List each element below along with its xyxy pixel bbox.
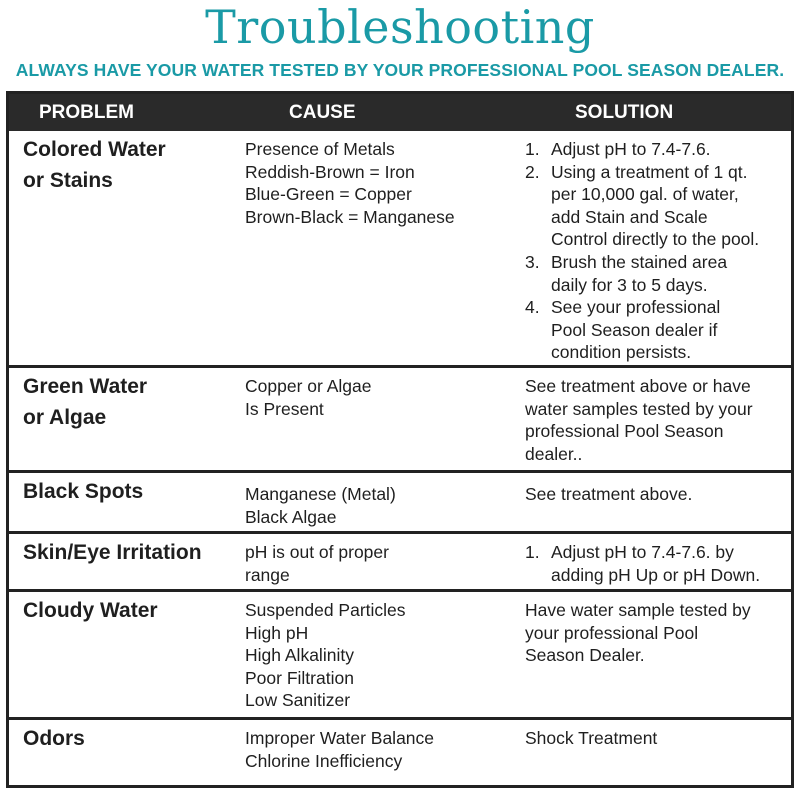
problem-cell: Black Spots <box>23 480 144 503</box>
header-solution: SOLUTION <box>575 102 674 123</box>
table-row <box>9 131 791 365</box>
table-row <box>9 365 791 470</box>
solution-step: 1. Adjust pH to 7.4-7.6. by adding pH Up or pH Down. <box>525 542 761 585</box>
problem-cell: Odors <box>23 727 85 750</box>
problem-cell: Colored Water or Stains <box>23 138 166 192</box>
page-title: Troubleshooting <box>205 0 595 54</box>
solution-step: 3. Brush the stained area daily for 3 to 5 days. <box>525 251 728 295</box>
problem-cell: Skin/Eye Irritation <box>23 541 202 564</box>
solution-cell: Have water sample tested by your professional Pool Season Dealer. <box>525 600 751 666</box>
problem-cell: Green Water or Algae <box>23 375 148 429</box>
solution-cell: Shock Treatment <box>525 728 658 748</box>
solution-step: 2. Using a treatment of 1 qt. per 10,000 gal. of water, add Stain and Scale Control directly to the pool. <box>525 161 760 250</box>
troubleshooting-table <box>6 91 794 788</box>
cause-cell: Suspended Particles High pH High Alkalinity Poor Filtration Low Sanitizer <box>245 600 406 711</box>
table-row <box>9 717 791 785</box>
cause-cell: Presence of Metals Reddish-Brown = Iron Blue-Green = Copper Brown-Black = Manganese <box>245 139 455 227</box>
solution-cell: See treatment above or have water samples tested by your professional Pool Season dealer.. <box>525 376 753 464</box>
solution-step: 1. Adjust pH to 7.4-7.6. <box>525 139 711 159</box>
cause-cell: Improper Water Balance Chlorine Inefficiency <box>245 728 435 771</box>
table-header <box>9 94 791 131</box>
solution-cell <box>525 541 791 586</box>
table-row <box>9 589 791 717</box>
solution-cell: See treatment above. <box>525 484 693 504</box>
cause-cell: Copper or Algae Is Present <box>245 376 372 419</box>
header-cause: CAUSE <box>289 102 356 123</box>
header-problem: PROBLEM <box>39 102 134 123</box>
cause-cell: pH is out of proper range <box>245 542 389 585</box>
solution-cell <box>525 138 791 364</box>
solution-step: 4. See your professional Pool Season dealer if condition persists. <box>525 297 721 363</box>
table-row <box>9 470 791 531</box>
cause-cell: Manganese (Metal) Black Algae <box>245 484 396 527</box>
table-row <box>9 531 791 589</box>
page-subtitle: ALWAYS HAVE YOUR WATER TESTED BY YOUR PROFESSIONAL POOL SEASON DEALER. <box>15 60 785 80</box>
problem-cell: Cloudy Water <box>23 599 158 622</box>
